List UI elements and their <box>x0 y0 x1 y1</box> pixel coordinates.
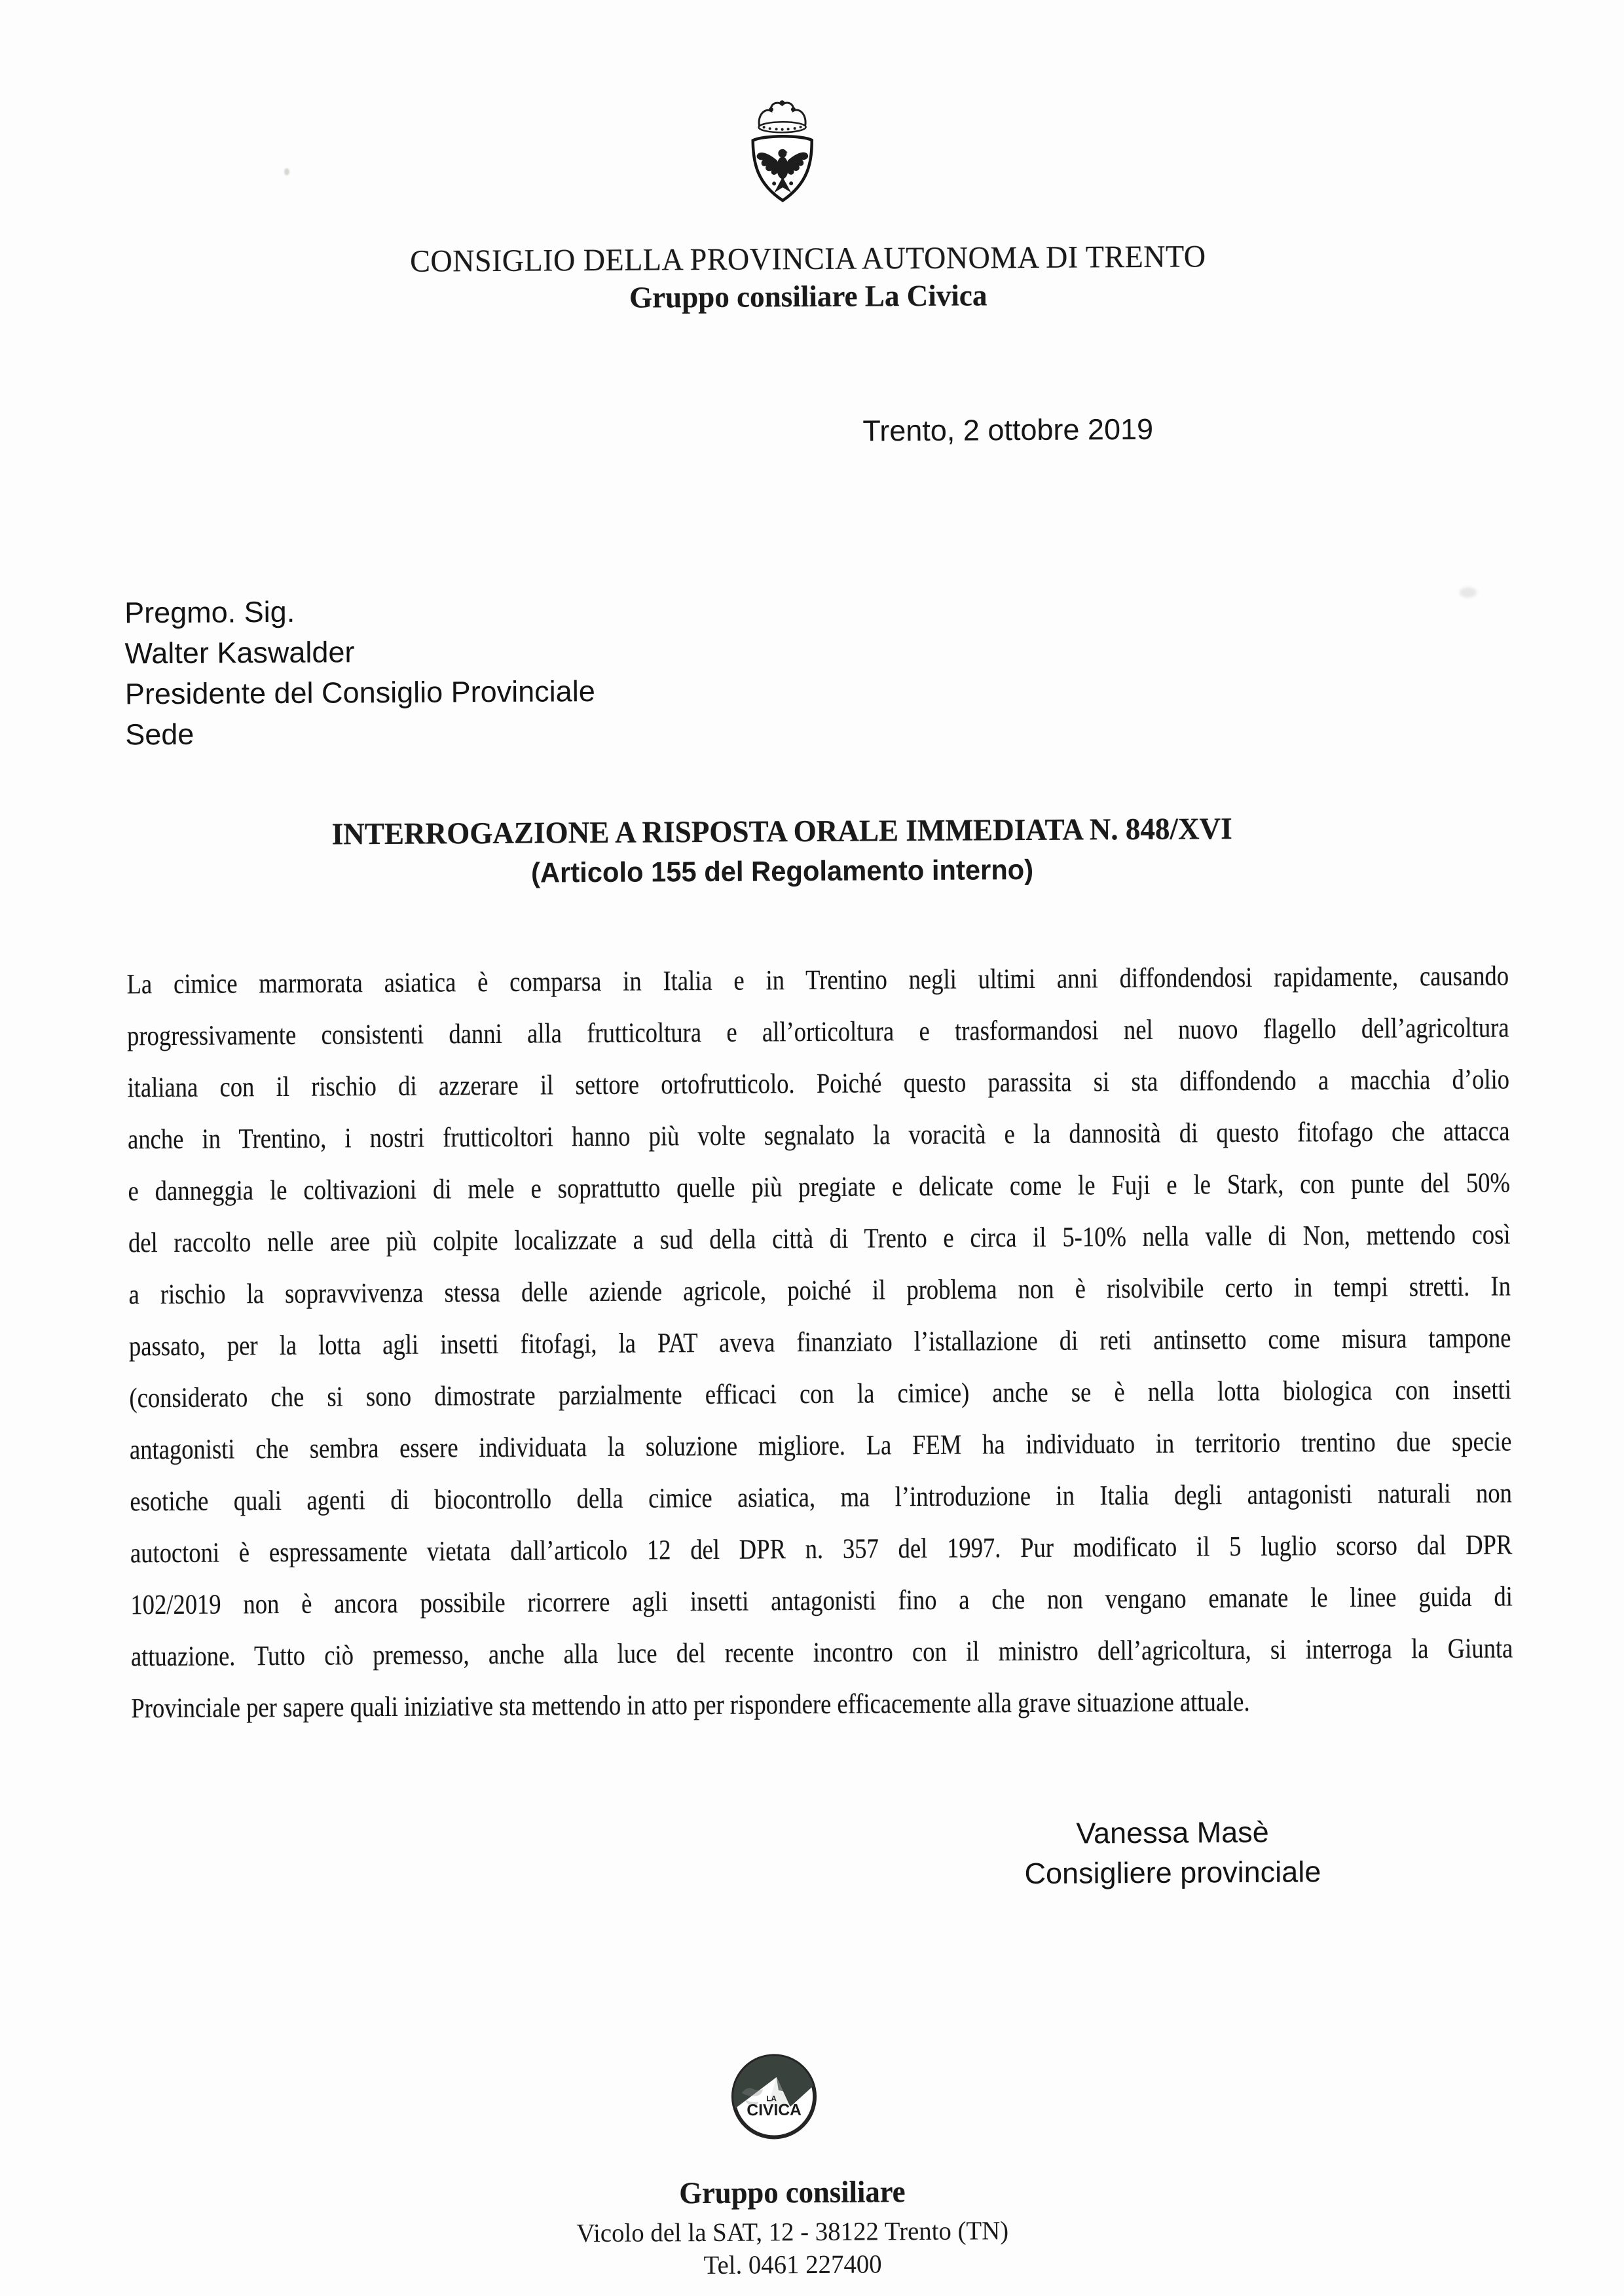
scan-artifact-smudge <box>1460 587 1477 598</box>
body-line: del raccolto nelle aree più colpite localizzate a sud della città di Trento e circa il 5-10% nella valle di Non, mettendo così <box>128 1219 1511 1259</box>
body-line: La cimice marmorata asiatica è comparsa in Italia e in Trentino negli ultimi anni diffondendosi rapidamente, causando <box>126 960 1509 1000</box>
body-line: progressivamente consistenti danni alla frutticoltura e all’orticoltura e trasformandosi nel nuovo flagello dell’agricoltura <box>126 1012 1509 1052</box>
body-line: attuazione. Tutto ciò premesso, anche alla luce del recente incontro con il ministro dell’agricoltura, si interroga la Giunta <box>130 1633 1513 1673</box>
interrogation-title-block <box>0 809 1595 893</box>
organization-name: CONSIGLIO DELLA PROVINCIA AUTONOMA DI TRENTO <box>409 239 1206 279</box>
body-line: e danneggia le coltivazioni di mele e soprattutto quelle più pregiate e delicate come le Fuji e le Stark, con punte del 50% <box>128 1167 1511 1207</box>
signature-role: Consigliere provinciale <box>1024 1855 1321 1891</box>
footer-group-name: Gruppo consiliare <box>679 2175 906 2211</box>
logo-text-la: LA <box>766 2094 777 2104</box>
body-line: esotiche quali agenti di biocontrollo della cimice asiatica, ma l’introduzione in Italia degli antagonisti naturali non <box>130 1478 1513 1518</box>
body-line: anche in Trentino, i nostri frutticoltori hanno più volte segnalato la voracità e la dannosità di questo fitofago che attacca <box>127 1116 1510 1156</box>
date-line: Trento, 2 ottobre 2019 <box>862 412 1154 448</box>
group-name: Gruppo consiliare La Civica <box>629 278 987 314</box>
trento-coat-of-arms <box>726 98 838 207</box>
body-line: a rischio la sopravvivenza stessa delle aziende agricole, poiché il problema non è risolvibile certo in tempi stretti. In <box>128 1271 1511 1311</box>
signature-block <box>923 1811 1422 1894</box>
recipient-block <box>124 590 595 755</box>
footer-block <box>0 2170 1605 2285</box>
signature-name: Vanessa Masè <box>1076 1815 1269 1850</box>
recipient-salutation: Pregmo. Sig. <box>124 594 295 630</box>
letter-body <box>126 951 1513 1735</box>
crown-icon <box>758 100 805 132</box>
body-line: antagonisti che sembra essere individuata la soluzione migliore. La FEM ha individuato in territorio trentino due specie <box>129 1426 1512 1466</box>
interrogation-title: INTERROGAZIONE A RISPOSTA ORALE IMMEDIATA N. 848/XVI <box>331 812 1232 852</box>
footer-address: Vicolo del la SAT, 12 - 38122 Trento (TN) <box>576 2215 1009 2248</box>
scan-artifact-dot <box>284 168 289 175</box>
body-line: autoctoni è espressamente vietata dall’articolo 12 del DPR n. 357 del 1997. Pur modificato il 5 luglio scorso dal DPR <box>130 1529 1513 1569</box>
body-line: passato, per la lotta agli insetti fitofagi, la PAT aveva finanziato l’istallazione di reti antinsetto come misura tampone <box>128 1322 1511 1362</box>
body-line: (considerato che si sono dimostrate parzialmente efficaci con la cimice) anche se è nella lotta biologica con insetti <box>129 1374 1512 1414</box>
la-civica-logo <box>729 2051 820 2142</box>
recipient-role: Presidente del Consiglio Provinciale <box>124 674 595 711</box>
body-line: Provinciale per sapere quali iniziative sta mettendo in atto per rispondere efficacemente alla grave situazione attuale. <box>131 1686 1250 1724</box>
recipient-location: Sede <box>125 717 194 752</box>
logo-text-civica: CIVICA <box>747 2101 802 2120</box>
recipient-name: Walter Kaswalder <box>124 635 355 670</box>
footer-phone: Tel. 0461 227400 <box>703 2249 882 2280</box>
interrogation-subtitle: (Articolo 155 del Regolamento interno) <box>530 854 1034 889</box>
body-line: italiana con il rischio di azzerare il settore ortofrutticolo. Poiché questo parassita si sta diffondendo a macchia d’olio <box>127 1064 1510 1104</box>
body-line: 102/2019 non è ancora possibile ricorrere agli insetti antagonisti fino a che non vengano emanate le linee guida di <box>130 1581 1513 1621</box>
